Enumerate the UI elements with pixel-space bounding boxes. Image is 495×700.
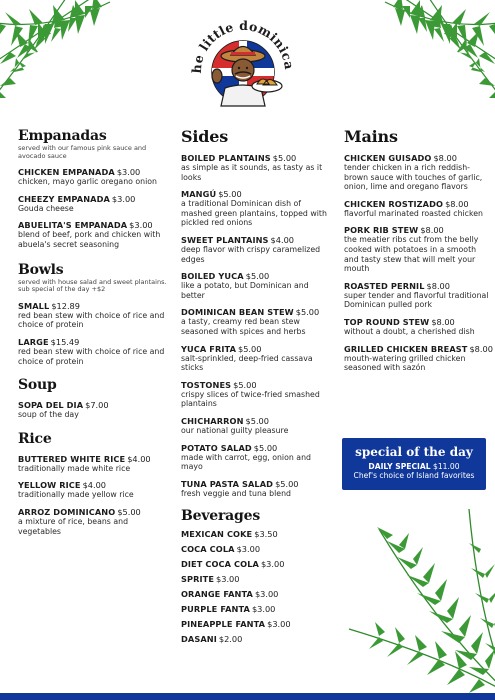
- logo: [187, 10, 299, 122]
- menu-section-rice: [18, 431, 170, 536]
- menu-item-header: [181, 604, 331, 614]
- menu-item-name: YELLOW RICE: [18, 480, 81, 491]
- menu-item-header: [181, 235, 331, 245]
- menu-item: [181, 544, 331, 554]
- menu-item-name: TOP ROUND STEW: [344, 316, 430, 327]
- menu-item-name: ROASTED PERNIL: [344, 280, 425, 291]
- menu-item-price: $5.00: [275, 478, 299, 489]
- menu-item-price: $5.00: [245, 415, 269, 426]
- menu-item-header: [18, 337, 170, 347]
- menu-item-header: [344, 199, 489, 209]
- brand-name: he little dominica: [188, 17, 298, 74]
- menu-column-right: [344, 127, 493, 373]
- menu-item-header: [18, 220, 170, 230]
- menu-section-beverages: [181, 508, 331, 644]
- menu-item-name: CHICKEN ROSTIZADO: [344, 198, 444, 209]
- menu-item-price: $2.00: [218, 634, 243, 645]
- menu-item-description: tender chicken in a rich reddish-brown sauce with touches of garlic, onion, lime and oregano flavors: [344, 163, 483, 192]
- menu-item-header: [181, 634, 331, 644]
- menu-item: [18, 301, 170, 330]
- menu-item-header: [18, 194, 170, 204]
- menu-item-price: $5.00: [253, 442, 278, 453]
- menu-item-description: like a potato, but Dominican and better: [181, 281, 309, 300]
- menu-item: [18, 400, 170, 420]
- menu-item-header: [181, 344, 331, 354]
- menu-item-description: mouth-watering grilled chicken seasoned with sazón: [344, 353, 466, 373]
- menu-item-header: [181, 416, 331, 426]
- menu-section-sides: [181, 128, 331, 498]
- menu-item-name: CHEEZY EMPANADA: [18, 193, 110, 204]
- menu-item-price: $8.00: [445, 198, 469, 209]
- menu-item-price: $3.00: [251, 604, 276, 615]
- menu-item-name: DASANI: [181, 634, 217, 645]
- menu-item-name: CHICKEN EMPANADA: [18, 167, 115, 178]
- menu-item: [18, 454, 170, 474]
- menu-item: [344, 199, 489, 219]
- menu-item-price: $4.00: [82, 480, 107, 491]
- menu-item-name: COCA COLA: [181, 544, 235, 555]
- section-title: Sides: [181, 127, 229, 146]
- menu-item-description: our national guilty pleasure: [181, 425, 289, 435]
- menu-item: [18, 480, 170, 500]
- section-note: served with our famous pink sauce and avocado sauce: [18, 144, 147, 160]
- menu-item-name: BOILED YUCA: [181, 271, 244, 282]
- menu-item-name: BUTTERED WHITE RICE: [18, 453, 126, 464]
- menu-item: [181, 235, 331, 264]
- menu-column-middle: [181, 128, 331, 644]
- menu-item-name: TOSTONES: [181, 379, 232, 390]
- menu-item-description: traditionally made yellow rice: [18, 490, 134, 500]
- menu-item-name: CHICHARRON: [181, 415, 244, 426]
- menu-item-header: [344, 343, 493, 354]
- menu-item: [18, 167, 170, 187]
- menu-item-header: [181, 153, 331, 163]
- menu-item: [181, 479, 331, 499]
- menu-item-price: $8.00: [433, 153, 457, 163]
- menu-item-header: [181, 380, 331, 390]
- menu-item: [181, 559, 331, 569]
- menu-item-price: $5.00: [218, 189, 242, 200]
- menu-item: [181, 619, 331, 629]
- menu-section-soup: [18, 377, 170, 420]
- menu-item-price: $3.00: [254, 589, 279, 600]
- menu-item-name: ABUELITA'S EMPANADA: [18, 220, 128, 231]
- special-line: [342, 462, 486, 471]
- menu-item-name: TUNA PASTA SALAD: [181, 478, 274, 489]
- menu-item-name: DOMINICAN BEAN STEW: [181, 307, 294, 318]
- menu-item-header: [18, 507, 170, 517]
- menu-column-left: [18, 128, 170, 536]
- menu-item: [18, 507, 170, 536]
- special-label: DAILY SPECIAL: [368, 462, 431, 471]
- menu-item-name: PURPLE FANTA: [181, 604, 250, 615]
- menu-item: [181, 604, 331, 614]
- menu-item-name: MEXICAN COKE: [181, 529, 253, 540]
- section-title: Beverages: [181, 508, 261, 525]
- menu-item-description: super tender and flavorful traditional Dominican pulled pork: [344, 290, 489, 310]
- menu-item-header: [344, 153, 489, 163]
- menu-item-header: [18, 480, 170, 490]
- menu-item-description: Gouda cheese: [18, 203, 74, 213]
- menu-item-header: [344, 281, 489, 291]
- palm-leaf-top-right: [365, 0, 495, 132]
- menu-item-price: $5.00: [233, 379, 257, 390]
- menu-item: [344, 153, 489, 192]
- special-desc: Chef's choice of Island favorites: [353, 471, 475, 480]
- menu-item-header: [18, 400, 170, 410]
- menu-item: [181, 307, 331, 336]
- menu-item-name: SPRITE: [181, 574, 215, 585]
- menu-item-price: $8.00: [431, 316, 455, 327]
- menu-item: [344, 281, 489, 310]
- special-title: special of the day: [355, 445, 473, 459]
- menu-item-description: made with carrot, egg, onion and mayo: [181, 452, 311, 472]
- menu-item-header: [181, 559, 331, 569]
- menu-item: [18, 194, 170, 214]
- menu-item-description: a mixture of rice, beans and vegetables: [18, 516, 129, 536]
- menu-item-header: [18, 167, 170, 177]
- menu-item-header: [181, 529, 331, 539]
- menu-item-header: [181, 589, 331, 599]
- menu-item-name: POTATO SALAD: [181, 442, 252, 453]
- menu-item-description: flavorful marinated roasted chicken: [344, 208, 483, 218]
- section-note: served with house salad and sweet plantains. sub special of the day +$2: [18, 277, 167, 294]
- menu-item-price: $3.00: [267, 619, 291, 630]
- logo-graphic: [187, 10, 299, 122]
- menu-item-name: ARROZ DOMINICANO: [18, 506, 116, 517]
- menu-item: [181, 380, 331, 409]
- menu-item: [344, 317, 489, 337]
- menu-item-description: soup of the day: [18, 410, 79, 420]
- menu-item-name: YUCA FRITA: [181, 343, 237, 354]
- menu-item-header: [181, 619, 331, 629]
- menu-item-price: $8.00: [420, 225, 444, 236]
- menu-item-description: as simple as it sounds, as tasty as it looks: [181, 163, 323, 182]
- special-price: $11.00: [432, 462, 460, 471]
- menu-item-description: blend of beef, pork and chicken with abuela's secret seasoning: [18, 230, 161, 249]
- menu-item-name: PORK RIB STEW: [344, 225, 419, 236]
- menu-item-price: $5.00: [245, 271, 270, 282]
- menu-item-price: $3.00: [129, 220, 153, 231]
- menu-section-mains: [344, 127, 493, 373]
- menu-item-description: traditionally made white rice: [18, 463, 131, 473]
- menu-section-empanadas: [18, 128, 170, 250]
- menu-item-description: red bean stew with choice of rice and choice of protein: [18, 346, 165, 366]
- menu-item-name: CHICKEN GUISADO: [344, 153, 432, 163]
- menu-item-price: $3.00: [116, 167, 141, 178]
- menu-item: [344, 225, 489, 273]
- menu-item-header: [18, 454, 170, 464]
- menu-item: [181, 416, 331, 436]
- menu-item-price: $8.00: [469, 343, 493, 354]
- menu-item: [181, 529, 331, 539]
- menu-item-price: $12.89: [51, 300, 80, 311]
- menu-item-price: $3.50: [254, 529, 278, 540]
- menu-item-price: $5.00: [295, 307, 320, 318]
- menu-item-description: red bean stew with choice of rice and choice of protein: [18, 310, 165, 330]
- menu-item-header: [344, 225, 489, 235]
- menu-item-price: $4.00: [270, 234, 294, 245]
- menu-item-price: $8.00: [426, 280, 450, 291]
- menu-item-name: GRILLED CHICKEN BREAST: [344, 343, 468, 354]
- menu-item: [344, 343, 493, 373]
- menu-item-name: LARGE: [18, 336, 49, 347]
- menu-item: [181, 589, 331, 599]
- section-title: Empanadas: [18, 128, 107, 144]
- menu-item: [181, 443, 331, 472]
- menu-item-description: crispy slices of twice-fried smashed plantains: [181, 389, 320, 409]
- menu-item-header: [181, 544, 331, 554]
- menu-item-description: without a doubt, a cherished dish: [344, 326, 475, 336]
- menu-item-price: $4.00: [127, 453, 151, 464]
- menu-item-price: $5.00: [238, 343, 262, 354]
- menu-item-description: the meatier ribs cut from the belly cooked with potatoes in a smooth and tasty stew that will melt your mouth: [344, 235, 479, 274]
- palm-leaf-top-left: [0, 0, 130, 132]
- menu-item: [18, 220, 170, 249]
- menu-item-price: $3.00: [111, 193, 136, 204]
- menu-item-name: SWEET PLANTAINS: [181, 234, 269, 245]
- menu-item-price: $3.00: [236, 544, 261, 555]
- section-title: Soup: [18, 377, 57, 394]
- menu-item: [181, 271, 331, 300]
- menu-item-description: a traditional Dominican dish of mashed green plantains, topped with pickled red onions: [181, 199, 327, 228]
- menu-item-header: [181, 574, 331, 584]
- palm-leaf-bottom-right: [339, 509, 495, 694]
- menu-item: [181, 574, 331, 584]
- menu-item-price: $15.49: [50, 336, 80, 347]
- menu-item-price: $5.00: [117, 506, 141, 517]
- menu-item-description: a tasty, creamy red bean stew seasoned with spices and herbs: [181, 317, 306, 336]
- menu-item: [18, 337, 170, 366]
- menu-item: [181, 344, 331, 373]
- menu-item-header: [181, 271, 331, 281]
- special-of-the-day-box: [342, 438, 486, 490]
- menu-item-price: $3.00: [260, 559, 285, 570]
- menu-item-header: [181, 479, 331, 489]
- menu-item-description: deep flavor with crispy caramelized edges: [181, 244, 321, 264]
- menu-item-name: DIET COCA COLA: [181, 559, 259, 570]
- menu-item-description: salt-sprinkled, deep-fried cassava sticks: [181, 353, 313, 373]
- menu-item-description: chicken, mayo garlic oregano onion: [18, 177, 157, 187]
- menu-item: [181, 153, 331, 182]
- menu-item-description: fresh veggie and tuna blend: [181, 488, 291, 498]
- menu-item-header: [181, 307, 331, 317]
- section-title: Mains: [344, 127, 398, 146]
- menu-item-price: $3.00: [216, 574, 240, 585]
- menu-item-name: MANGÚ: [181, 189, 217, 200]
- menu-item-header: [18, 301, 170, 311]
- menu-item-header: [181, 443, 331, 453]
- menu-item-price: $7.00: [85, 400, 109, 411]
- menu-item-name: SMALL: [18, 300, 50, 311]
- menu-item: [181, 189, 331, 228]
- menu-item-name: PINEAPPLE FANTA: [181, 619, 266, 630]
- section-title: Rice: [18, 430, 52, 447]
- menu-item-name: BOILED PLANTAINS: [181, 153, 271, 163]
- menu-item: [181, 634, 331, 644]
- menu-item-name: SOPA DEL DIA: [18, 400, 84, 411]
- menu-item-price: $5.00: [272, 153, 297, 163]
- menu-item-header: [344, 317, 489, 327]
- menu-item-header: [181, 189, 331, 199]
- menu-section-bowls: [18, 262, 170, 367]
- section-title: Bowls: [18, 261, 64, 278]
- menu-item-name: ORANGE FANTA: [181, 589, 253, 600]
- bottom-bar: [0, 693, 495, 700]
